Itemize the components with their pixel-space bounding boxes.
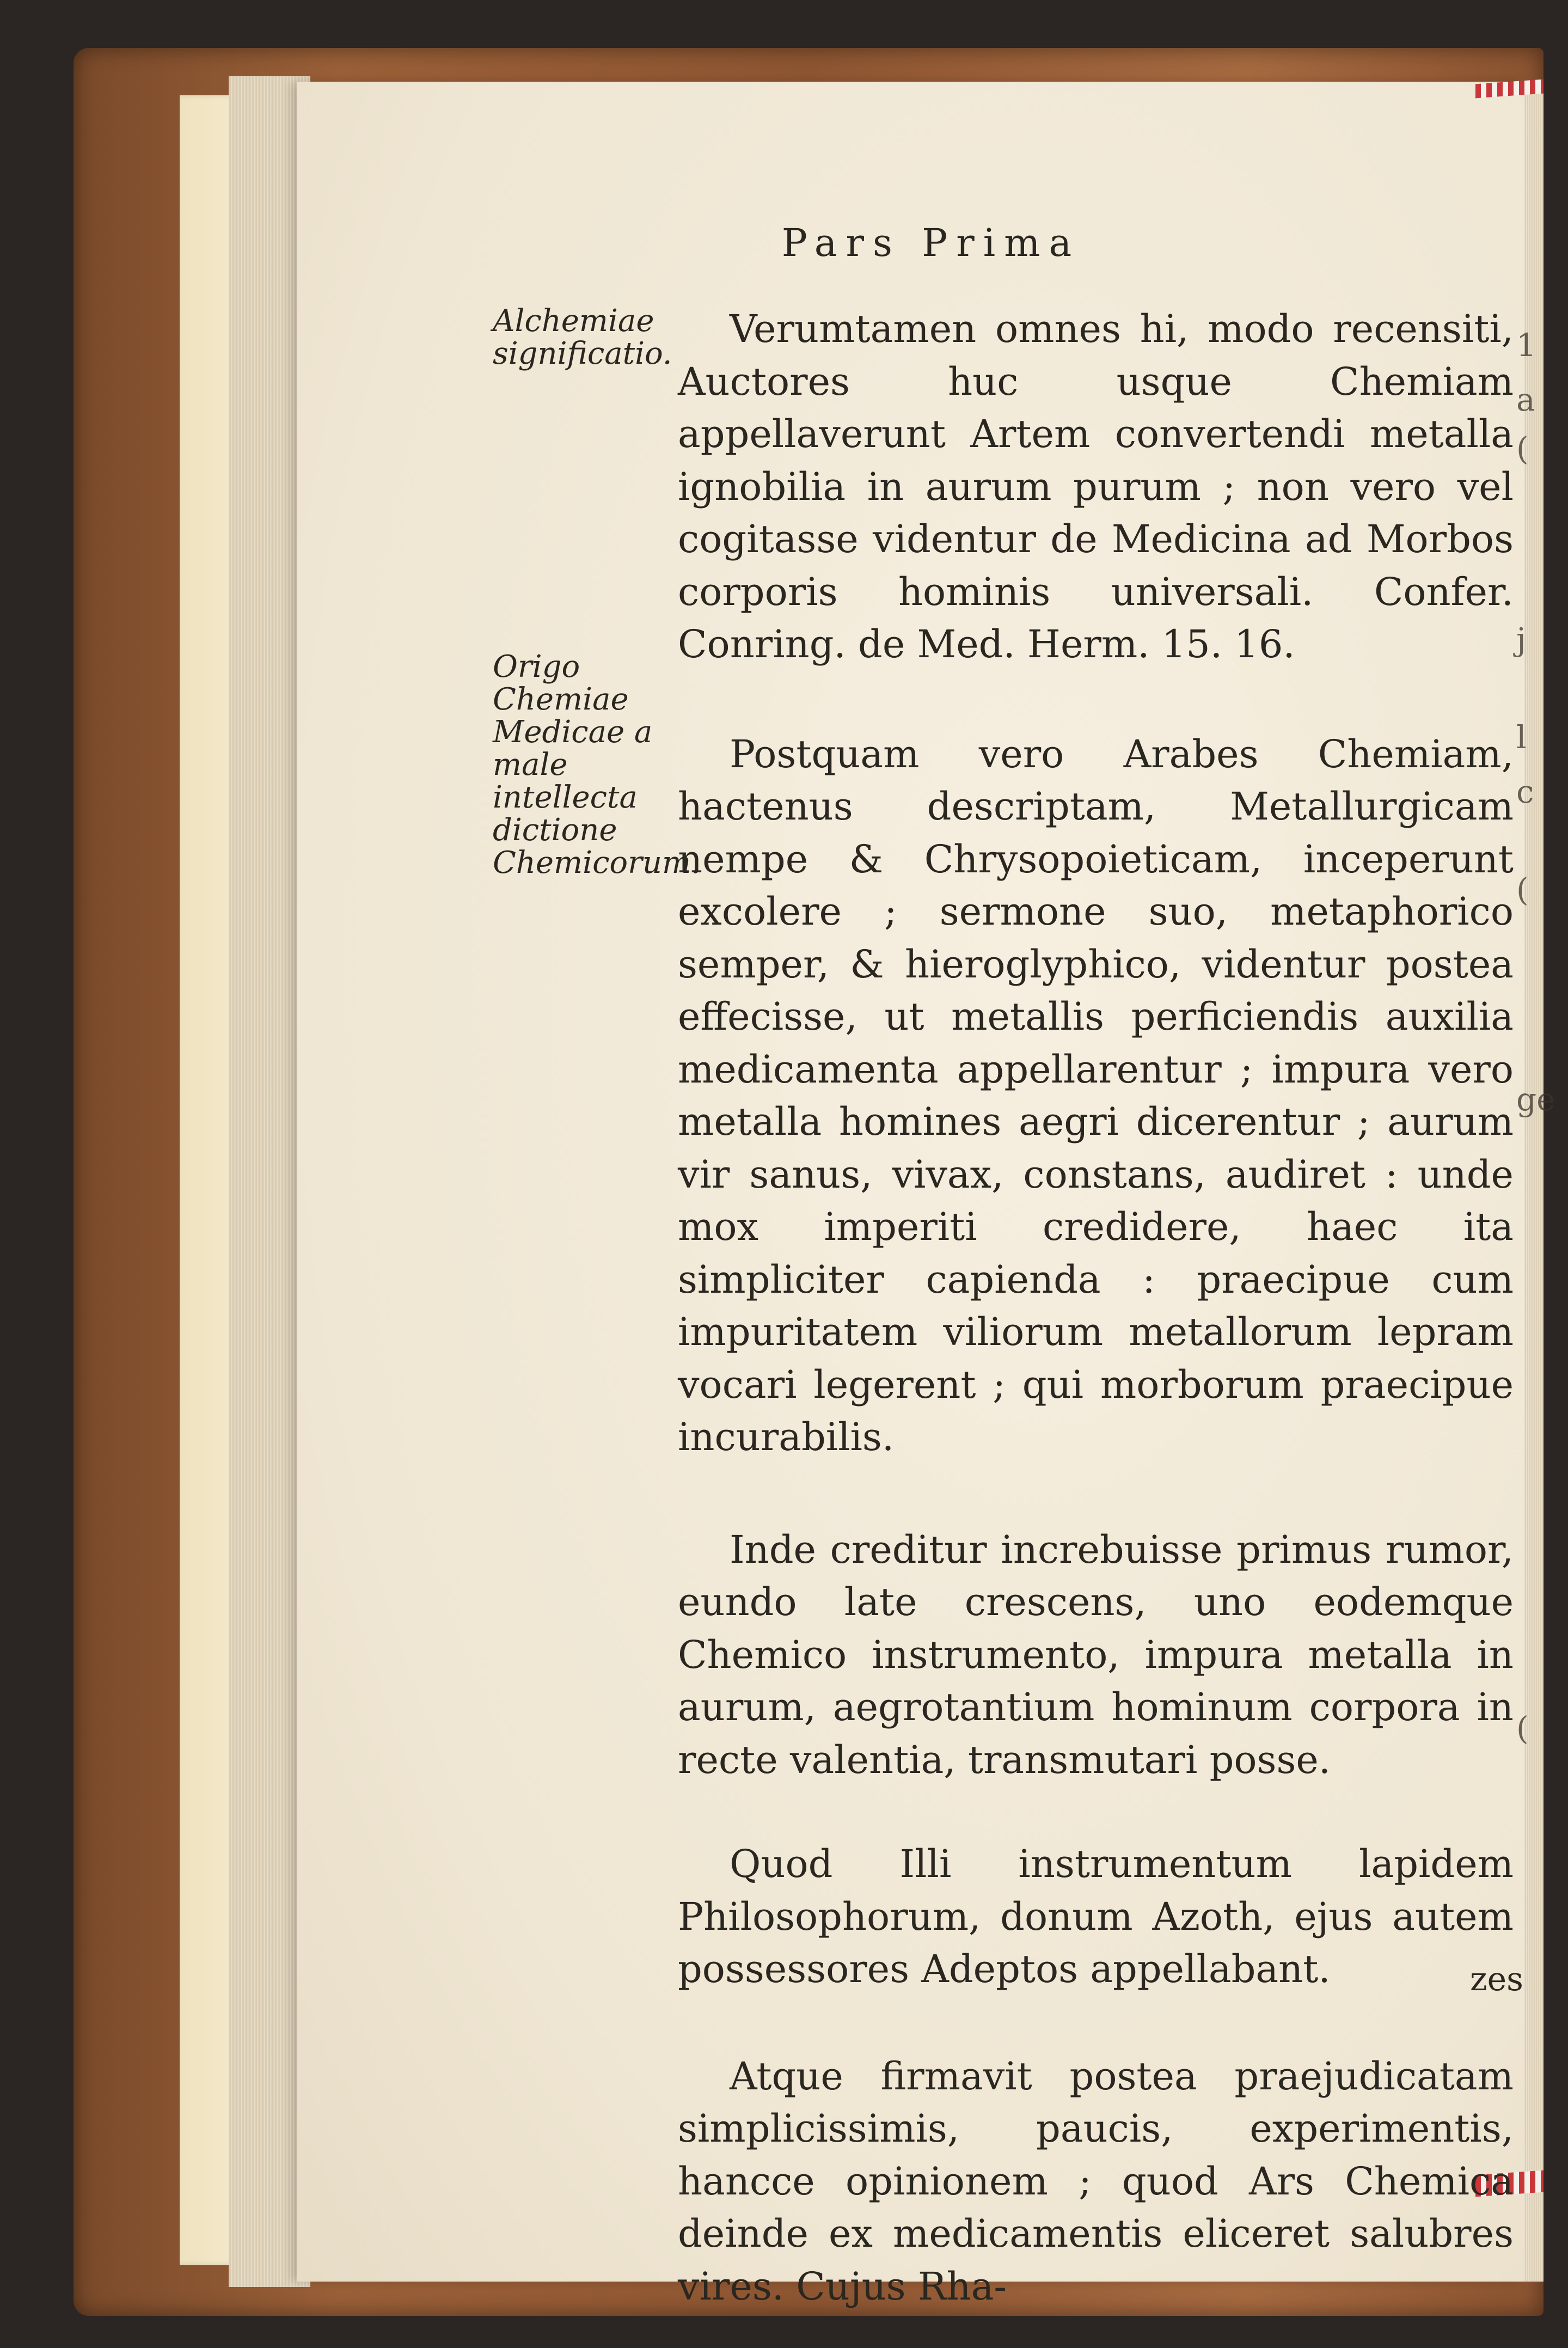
paragraph-1: Verumtamen omnes hi, modo recensiti, Auctores huc usque Chemiam appellaverunt Artem convertendi metalla ignobilia in aurum purum ; non vero vel cogitasse videntur de Medicina ad Morbos corporis hominis universali. Confer. Conring. de Med. Herm. 15. 16. (678, 307, 1514, 667)
bleed-through-char: l (1516, 719, 1527, 756)
bleed-through-char: ( (1516, 1710, 1529, 1747)
paragraph-2: Postquam vero Arabes Chemiam, hactenus descriptam, Metallurgicam nempe & Chrysopoieticam, inceperunt excolere ; sermone suo, metaphorico semper, & hieroglyphico, videntur postea effecisse, ut metallis perficiendis auxilia medicamenta appellarentur ; impura vero metalla homines aegri dicerentur ; aurum vir sanus, vivax, constans, audiret : unde mox imperiti credidere, haec ita simpliciter capienda : praecipue cum impuritatem viliorum metallorum lepram vocari legerent ; qui morborum praecipue incurabilis. (678, 731, 1514, 1459)
bleed-through-char: j (1516, 621, 1526, 658)
bleed-through-char: 1 (1516, 327, 1536, 364)
bleed-through-char: ( (1516, 430, 1529, 467)
paragraph-4: Quod Illi instrumentum lapidem Philosophorum, donum Azoth, ejus autem possessores Adeptos appellabant. (678, 1842, 1514, 1991)
running-head: Pars Prima (781, 221, 1081, 265)
paragraph-5: Atque firmavit postea praejudicatam simplicissimis, paucis, experimentis, hancce opinionem ; quod Ars Chemica deinde ex medicamentis eliceret salubres vires. Cujus Rha- (678, 2053, 1514, 2309)
catchword: zes (1470, 1960, 1523, 1998)
paragraph-3: Inde creditur increbuisse primus rumor, eundo late crescens, uno eodemque Chemico instrumento, impura metalla in aurum, aegrotantium hominum corpora in recte valentia, transmutari posse. (678, 1527, 1514, 1782)
bleed-through-char: ge (1516, 1081, 1555, 1118)
bleed-through-char: a (1516, 381, 1535, 418)
margin-note-origo: Origo Chemiae Medicae a male intellecta dictione Chemicorum. (493, 649, 701, 880)
margin-note-alchemiae: Alchemiae significatio. (493, 303, 672, 371)
body-text (678, 303, 1514, 2313)
bleed-through-char: ( (1516, 871, 1529, 908)
bleed-through-char: c (1516, 773, 1534, 810)
